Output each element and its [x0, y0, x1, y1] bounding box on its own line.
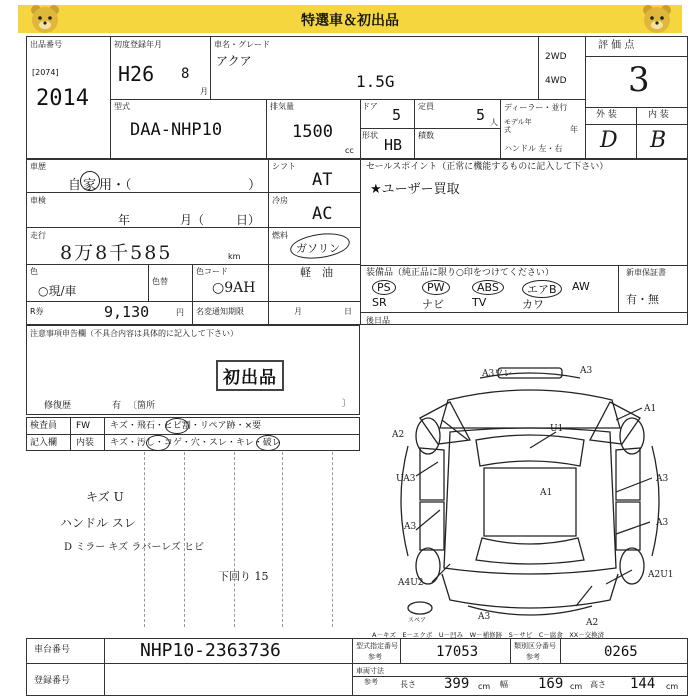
inspector-row2-head: 内装 [76, 438, 95, 448]
dealer-year-label: モデル年式 [504, 118, 532, 134]
capacity-label: 定員 [418, 102, 434, 111]
name-label: 車名・グレード [214, 40, 270, 49]
length-unit: cm [478, 682, 491, 691]
inspector-row1-label: 検査員 [30, 421, 58, 431]
equipment-item: PW [422, 280, 450, 295]
price-value: 9,130 [104, 303, 150, 321]
width-unit: cm [570, 682, 583, 691]
equipment-item: ナビ [422, 298, 444, 311]
size-label: 車両寸法 [356, 667, 384, 675]
repair-close-bracket: 〕 [342, 399, 352, 409]
note-3: D ミラー キズ ラバーレズ ヒビ [64, 542, 205, 553]
model-value: DAA-NHP10 [130, 120, 223, 140]
chassis-value: NHP10-2363736 [140, 640, 281, 661]
length-value: 399 [444, 676, 470, 692]
repair-unit: 〔箇所 [128, 401, 156, 411]
inspection-month: 月（ [180, 213, 205, 227]
color-code: ○9AH [212, 280, 256, 296]
score-value: 3 [628, 60, 650, 100]
price-label: R券 [30, 307, 44, 316]
notice-day: 日 [344, 307, 352, 316]
chassis-label: 車台番号 [34, 645, 71, 655]
circle-dirty [146, 435, 170, 451]
fuel-diesel: 軽 油 [300, 266, 333, 279]
shift-value: AT [312, 170, 333, 190]
height-label: 高さ [590, 680, 606, 689]
dealer-year-unit: 年 [570, 125, 578, 134]
circle-flying-stone [165, 418, 189, 434]
notice-label: 名変通知期限 [196, 307, 244, 316]
color-label: 色 [30, 267, 38, 276]
drive-4wd: 4WD [545, 76, 567, 86]
int-label: 内 装 [648, 110, 669, 120]
equipment-item: TV [472, 296, 487, 309]
mileage-value: 8万8千585 [60, 242, 173, 264]
color-code-label: 色コード [196, 267, 228, 276]
lot-number: 2014 [36, 86, 89, 111]
car-diagram [380, 360, 680, 630]
width-value: 169 [538, 676, 564, 692]
diagram-mark-a3-left-lower: A3 [404, 522, 417, 532]
caution-label: 注意事項申告欄（不具合内容は具体的に記入して下さい） [30, 329, 238, 338]
equipment-item: ABS [472, 280, 504, 295]
first-reg-label: 初度登録年月 [114, 40, 162, 49]
note-4: 下回り 15 [218, 570, 269, 583]
diagram-mark-a1-center: A1 [540, 488, 553, 498]
notice-month: 月 [294, 307, 302, 316]
history-use: 用・（ [99, 178, 132, 193]
history-home: 家 [83, 178, 97, 193]
equipment-label: 装備品（純正品に限り○印をつけてください） [366, 268, 554, 278]
height-value: 144 [630, 676, 656, 692]
history-close: ） [248, 178, 262, 193]
capacity-value: 5 [476, 106, 486, 124]
recycle-value: 有・無 [626, 293, 659, 306]
equipment-item: SR [372, 296, 387, 309]
price-unit: 円 [176, 308, 184, 317]
inspection-label: 車検 [30, 196, 46, 205]
doors-value: 5 [392, 106, 402, 124]
color-change-label: 色替 [152, 277, 168, 286]
inspector-row2-label: 記入欄 [30, 438, 58, 448]
ac-value: AC [312, 204, 333, 224]
equipment-item: カワ [522, 298, 544, 311]
sales-point: ★ユーザー買取 [370, 182, 460, 197]
legend-text: A－キズ E－エクボ U－凹み W－補修跡 S－サビ C－腐食 XX－交換済 [372, 631, 605, 639]
width-label: 幅 [500, 680, 508, 689]
repair-label: 修復歴 [44, 401, 72, 411]
header-title: 特選車＆初出品 [301, 13, 399, 29]
history-own: 自 [68, 178, 82, 193]
mileage-unit: km [228, 252, 241, 261]
equipment-item: エアB [522, 280, 562, 298]
height-unit: cm [666, 682, 679, 691]
inspector-row2-items: キズ・汚し・コゲ・穴・スレ・キレ・破レ [110, 438, 281, 448]
diagram-mark-a3-rear: A3 [478, 612, 491, 622]
load-label: 積数 [418, 131, 434, 140]
sales-label: セールスポイント（正常に機能するものに記入して下さい） [366, 162, 609, 172]
diagram-mark-a4u2: A4U2 [398, 578, 424, 588]
ac-label: 冷房 [272, 196, 288, 205]
inspector-row1-head: FW [76, 421, 91, 431]
displacement-label: 排気量 [270, 102, 294, 111]
stamp-first-listing: 初出品 [216, 360, 284, 391]
shape-value: HB [384, 136, 403, 154]
history-label: 車歴 [30, 162, 46, 171]
doors-label: ドア [362, 102, 378, 111]
diagram-mark-a3-right-lower: A3 [656, 518, 669, 528]
diagram-mark-a2-rear: A2 [586, 618, 599, 628]
model-code-label: 型式指定番号 [356, 642, 398, 650]
length-label: 長さ [400, 680, 416, 689]
int-value: B [650, 128, 667, 153]
diagram-mark-a3-right: A3 [656, 474, 669, 484]
note-1: キズ U [86, 490, 124, 504]
displacement-value: 1500 [292, 122, 333, 142]
first-reg-era: H26 [118, 62, 155, 86]
recycle-label: 新車保証書 [626, 268, 666, 277]
fuel-gas: ガソリン [296, 242, 340, 255]
shape-label: 形状 [362, 131, 378, 140]
inspection-year: 年 [118, 213, 131, 227]
lot-sub: [2074] [32, 68, 59, 77]
lot-label: 出品番号 [30, 40, 62, 49]
note-2: ハンドル スレ [60, 516, 136, 530]
mileage-label: 走行 [30, 231, 46, 240]
diagram-mark-a3-crack: A3ワレ [482, 369, 513, 379]
class-value: 0265 [604, 644, 638, 660]
diagram-spare: スペア [408, 617, 427, 624]
drive-2wd: 2WD [545, 52, 567, 62]
diagram-mark-a2u1: A2U1 [648, 570, 674, 580]
inspector-row1-items: キズ・飛石・ヒビ割・リペア跡・×要 [110, 421, 262, 431]
dealer-handle: ハンドル 左・右 [504, 144, 563, 153]
first-reg-month-unit: 月 [200, 87, 208, 96]
diagram-mark-ua3: UA3 [396, 474, 416, 484]
registration-label: 登録番号 [34, 676, 71, 686]
top-frame [26, 36, 688, 159]
equipment-item: AW [572, 280, 590, 293]
model-code-value: 17053 [436, 644, 479, 660]
dealer-label: ディーラー・並行 [504, 103, 568, 112]
model-code-ref: 参考 [368, 653, 382, 661]
class-label: 類別区分番号 [514, 642, 556, 650]
diagram-mark-a3-top: A3 [580, 366, 593, 376]
ext-value: D [600, 128, 618, 153]
size-ref: 参考 [364, 678, 378, 686]
circle-scuff [256, 435, 280, 451]
car-name: アクア [216, 54, 252, 68]
inspection-day: 日） [236, 213, 261, 227]
equipment-grid [368, 280, 618, 312]
after-label: 後日品 [366, 316, 390, 325]
model-label: 型式 [114, 102, 130, 111]
car-grade: 1.5G [356, 72, 395, 91]
diagram-mark-a1-front: A1 [644, 404, 657, 414]
score-label: 評 価 点 [598, 40, 635, 51]
first-reg-month: 8 [181, 66, 190, 82]
capacity-unit: 人 [490, 118, 498, 127]
class-ref: 参考 [526, 653, 540, 661]
ext-label: 外 装 [596, 110, 617, 120]
repair-value: 有 [112, 401, 122, 411]
displacement-unit: cc [345, 146, 354, 155]
diagram-mark-u1: U1 [550, 424, 564, 434]
diagram-mark-a2-left: A2 [392, 430, 405, 440]
equipment-item: PS [372, 280, 396, 295]
fuel-label: 燃料 [272, 231, 288, 240]
shift-label: シフト [272, 162, 296, 171]
color-value: ○現/車 [38, 284, 77, 298]
